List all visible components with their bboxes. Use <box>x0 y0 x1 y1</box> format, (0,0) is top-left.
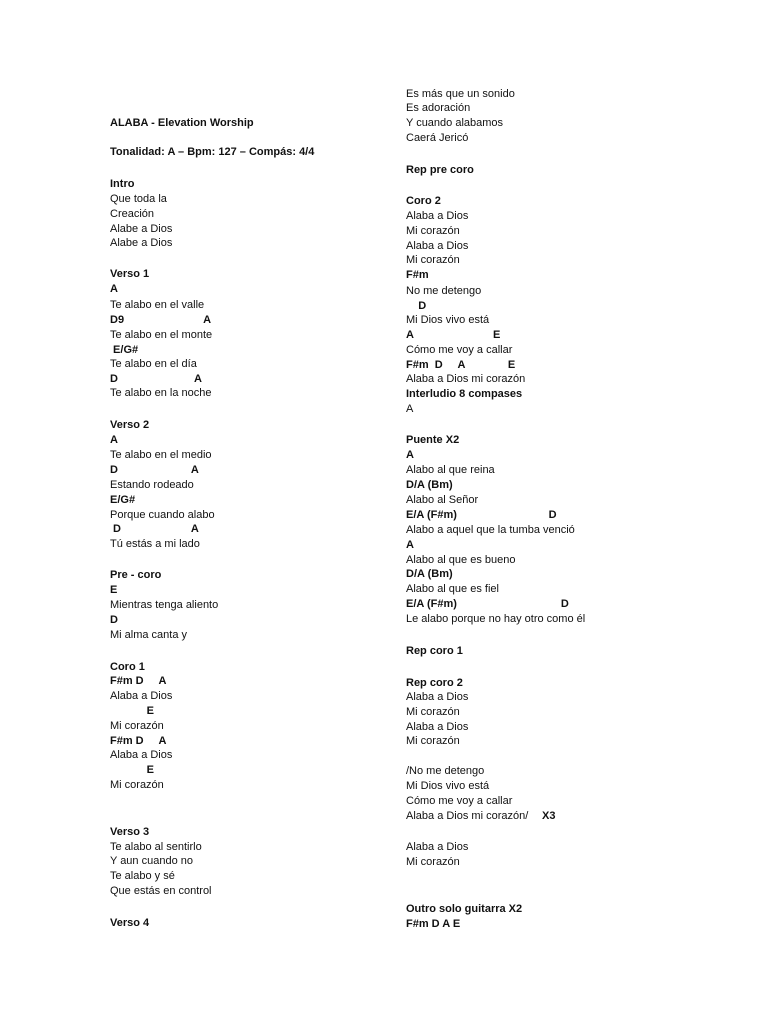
left-lyric-line: Estando rodeado <box>110 479 194 491</box>
right-lyric-line: Alabo al que es bueno <box>406 554 516 566</box>
right-lyric-line: Cómo me voy a callar <box>406 344 513 356</box>
right-lyric-line: A E <box>406 329 501 341</box>
left-lyric-line: Te alabo en el valle <box>110 299 205 311</box>
left-lyric-line: E <box>110 705 155 717</box>
left-lyric-line: Verso 3 <box>110 826 150 838</box>
left-lyric-line: Porque cuando alabo <box>110 509 215 521</box>
left-lyric-line: E <box>110 764 155 776</box>
left-lyric-line: Tú estás a mi lado <box>110 538 200 550</box>
left-lyric-line: A <box>110 434 118 446</box>
left-lyric-line: E <box>110 584 118 596</box>
left-lyric-line: D A <box>110 464 199 476</box>
right-lyric-line: Alaba a Dios mi corazón/ <box>406 810 535 822</box>
right-lyric-line: Rep pre coro <box>406 164 474 176</box>
right-lyric-line: Es más que un sonido <box>406 88 515 100</box>
right-lyric-line: E/A (F#m) D <box>406 509 557 521</box>
right-lyric-line: Rep coro 1 <box>406 645 463 657</box>
left-lyric-line: Te alabo y sé <box>110 870 175 882</box>
left-lyric-line: Y aun cuando no <box>110 855 193 867</box>
right-lyric-line: A <box>406 449 414 461</box>
right-lyric-line: D/A (Bm) <box>406 479 453 491</box>
right-lyric-line: Es adoración <box>406 102 471 114</box>
left-lyric-line: F#m D A <box>110 735 167 747</box>
right-lyric-line: Alaba a Dios <box>406 210 469 222</box>
repeat-marker: X3 <box>542 810 556 822</box>
right-lyric-line: /No me detengo <box>406 765 485 777</box>
left-lyric-line: Verso 2 <box>110 419 150 431</box>
left-lyric-line: Te alabo en el monte <box>110 329 213 341</box>
left-lyric-line: Alabe a Dios <box>110 237 173 249</box>
left-lyric-line: Alabe a Dios <box>110 223 173 235</box>
right-lyric-line: Alaba a Dios <box>406 721 469 733</box>
left-lyric-line: E/G# <box>110 344 139 356</box>
right-lyric-line: F#m D A E <box>406 359 516 371</box>
left-lyric-line: D <box>110 614 118 626</box>
left-lyric-line: Alaba a Dios <box>110 690 173 702</box>
right-lyric-line: Alabo al que es fiel <box>406 583 499 595</box>
right-lyric-line: A <box>406 403 414 415</box>
right-lyric-line: E/A (F#m) D <box>406 598 569 610</box>
left-lyric-line: Te alabo en el medio <box>110 449 212 461</box>
right-lyric-line: Le alabo porque no hay otro como él <box>406 613 586 625</box>
right-lyric-line: Coro 2 <box>406 195 441 207</box>
left-lyric-line: Te alabo en el día <box>110 358 197 370</box>
right-lyric-line: Alaba a Dios <box>406 240 469 252</box>
left-lyric-line: Mi corazón <box>110 779 164 791</box>
left-lyric-line: Alaba a Dios <box>110 749 173 761</box>
left-lyric-line: D9 A <box>110 314 212 326</box>
left-lyric-line: A <box>110 283 118 295</box>
left-lyric-line: Que estás en control <box>110 885 212 897</box>
right-lyric-line: No me detengo <box>406 285 482 297</box>
right-lyric-line: Y cuando alabamos <box>406 117 504 129</box>
left-lyric-line: Que toda la <box>110 193 167 205</box>
left-lyric-line: D A <box>110 523 199 535</box>
left-lyric-line: E/G# <box>110 494 136 506</box>
right-lyric-line: Mi corazón <box>406 225 460 237</box>
left-lyric-line: Mientras tenga aliento <box>110 599 219 611</box>
song-title: ALABA - Elevation Worship <box>110 117 254 129</box>
left-lyric-line: Intro <box>110 178 135 190</box>
right-lyric-line: Rep coro 2 <box>406 677 463 689</box>
right-lyric-line: Alabo al que reina <box>406 464 495 476</box>
right-lyric-line: Mi corazón <box>406 706 460 718</box>
right-lyric-line: Alabo al Señor <box>406 494 479 506</box>
right-lyric-line: Mi corazón <box>406 735 460 747</box>
right-lyric-line: Alaba a Dios mi corazón <box>406 373 526 385</box>
left-lyric-line: Coro 1 <box>110 661 145 673</box>
right-lyric-line: Puente X2 <box>406 434 460 446</box>
left-lyric-line: Te alabo en la noche <box>110 387 212 399</box>
right-lyric-line: Mi Dios vivo está <box>406 314 490 326</box>
left-lyric-line: Mi alma canta y <box>110 629 188 641</box>
left-lyric-line: Mi corazón <box>110 720 164 732</box>
right-lyric-line: Outro solo guitarra X2 <box>406 903 523 915</box>
left-lyric-line: D A <box>110 373 202 385</box>
right-lyric-line: Mi Dios vivo está <box>406 780 490 792</box>
left-lyric-line: Te alabo al sentirlo <box>110 841 202 853</box>
right-lyric-line: Alaba a Dios <box>406 691 469 703</box>
left-lyric-line: F#m D A <box>110 675 167 687</box>
right-lyric-line: Caerá Jericó <box>406 132 469 144</box>
right-lyric-line: Interludio 8 compases <box>406 388 523 400</box>
right-lyric-line: Mi corazón <box>406 254 460 266</box>
right-lyric-line: D <box>406 300 427 312</box>
left-lyric-line: Pre - coro <box>110 569 162 581</box>
right-lyric-line: Mi corazón <box>406 856 460 868</box>
right-lyric-line: F#m <box>406 269 429 281</box>
right-lyric-line: F#m D A E <box>406 918 461 930</box>
right-lyric-line: Cómo me voy a callar <box>406 795 513 807</box>
left-lyric-line: Creación <box>110 208 155 220</box>
right-lyric-line: A <box>406 539 414 551</box>
right-lyric-line: Alaba a Dios <box>406 841 469 853</box>
left-lyric-line: Verso 4 <box>110 917 150 929</box>
right-lyric-line: D/A (Bm) <box>406 568 453 580</box>
left-lyric-line: Verso 1 <box>110 268 150 280</box>
right-lyric-line: Alabo a aquel que la tumba venció <box>406 524 575 536</box>
song-meta: Tonalidad: A – Bpm: 127 – Compás: 4/4 <box>110 146 315 158</box>
